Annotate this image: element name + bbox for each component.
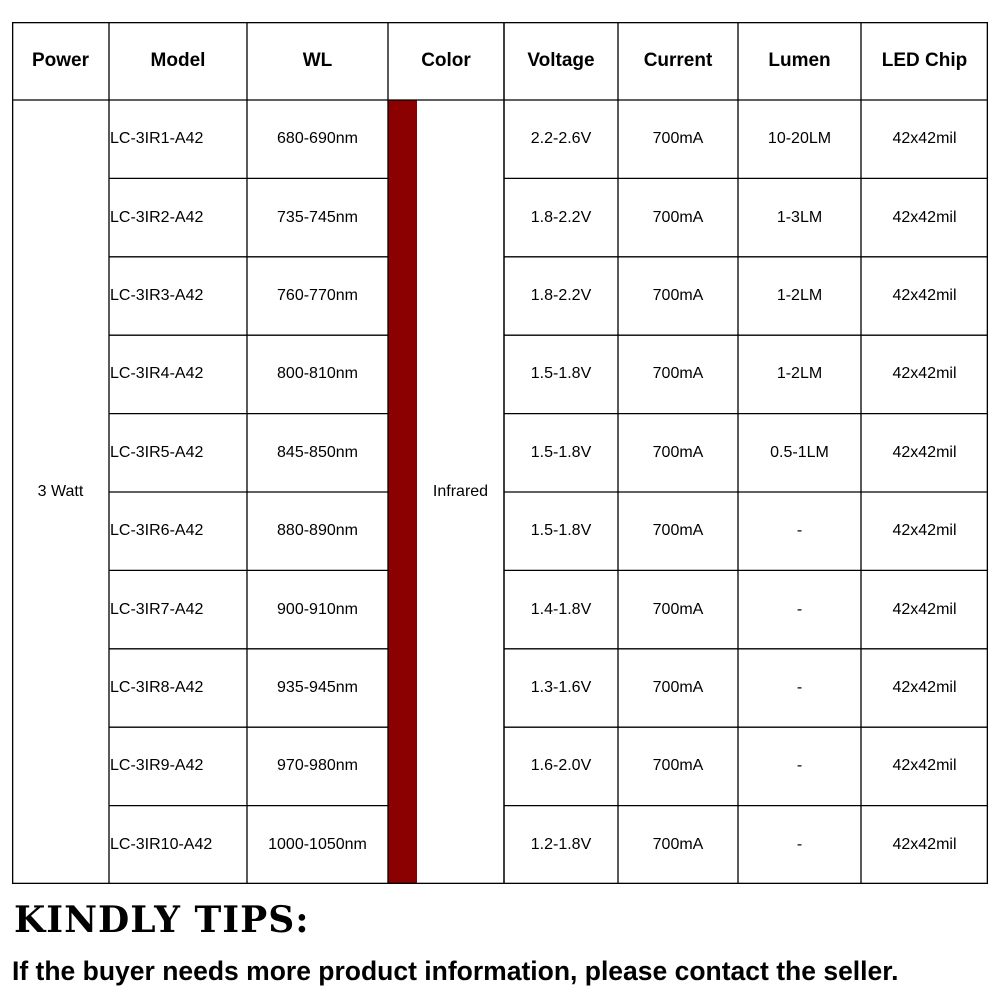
led-chip-cell: 42x42mil [892, 365, 957, 383]
voltage-cell: 1.3-1.6V [530, 678, 592, 696]
led-chip-cell: 42x42mil [892, 443, 957, 461]
model-cell: LC-3IR5-A42 [110, 443, 204, 461]
wavelength-cell: 970-980nm [277, 757, 358, 775]
current-cell: 700mA [652, 678, 704, 696]
header-color: Color [421, 50, 471, 71]
wavelength-cell: 935-945nm [277, 678, 358, 696]
spec-table [12, 22, 988, 884]
lumen-cell: - [796, 522, 803, 540]
voltage-cell: 1.2-1.8V [530, 835, 592, 853]
led-chip-cell: 42x42mil [892, 208, 957, 226]
led-chip-cell: 42x42mil [892, 286, 957, 304]
model-cell: LC-3IR10-A42 [110, 835, 213, 853]
wavelength-cell: 880-890nm [277, 522, 358, 540]
current-cell: 700mA [652, 443, 704, 461]
header-led-chip: LED Chip [881, 50, 968, 71]
voltage-cell: 1.6-2.0V [530, 757, 592, 775]
header-current: Current [643, 50, 713, 71]
wavelength-cell: 1000-1050nm [268, 835, 367, 853]
model-cell: LC-3IR8-A42 [110, 678, 204, 696]
lumen-cell: - [796, 600, 803, 618]
wavelength-cell: 800-810nm [277, 365, 358, 383]
voltage-cell: 1.8-2.2V [530, 286, 592, 304]
voltage-cell: 1.5-1.8V [530, 365, 592, 383]
led-chip-cell: 42x42mil [892, 678, 957, 696]
current-cell: 700mA [652, 130, 704, 148]
lumen-cell: 0.5-1LM [770, 443, 829, 461]
wavelength-cell: 760-770nm [277, 286, 358, 304]
model-cell: LC-3IR1-A42 [110, 130, 204, 148]
infrared-color-swatch [388, 100, 417, 884]
lumen-cell: - [796, 678, 803, 696]
led-chip-cell: 42x42mil [892, 757, 957, 775]
voltage-cell: 1.4-1.8V [530, 600, 592, 618]
current-cell: 700mA [652, 600, 704, 618]
model-cell: LC-3IR2-A42 [110, 208, 204, 226]
tips-text: If the buyer needs more product information, please contact the seller. [12, 956, 899, 986]
led-chip-cell: 42x42mil [892, 130, 957, 148]
wavelength-cell: 900-910nm [277, 600, 358, 618]
current-cell: 700mA [652, 208, 704, 226]
voltage-cell: 1.5-1.8V [530, 522, 592, 540]
current-cell: 700mA [652, 835, 704, 853]
lumen-cell: - [796, 835, 803, 853]
voltage-cell: 2.2-2.6V [530, 130, 592, 148]
led-chip-cell: 42x42mil [892, 522, 957, 540]
tips-title: KINDLY TIPS: [14, 899, 310, 941]
model-cell: LC-3IR4-A42 [110, 365, 204, 383]
current-cell: 700mA [652, 286, 704, 304]
header-model: Model [150, 50, 206, 71]
current-cell: 700mA [652, 522, 704, 540]
model-cell: LC-3IR7-A42 [110, 600, 204, 618]
wavelength-cell: 735-745nm [277, 208, 358, 226]
lumen-cell: 1-3LM [776, 208, 823, 226]
current-cell: 700mA [652, 757, 704, 775]
lumen-cell: 10-20LM [767, 130, 832, 148]
header-power: Power [31, 50, 90, 71]
current-cell: 700mA [652, 365, 704, 383]
model-cell: LC-3IR6-A42 [110, 522, 204, 540]
color-label-cell: Infrared [432, 483, 489, 500]
model-cell: LC-3IR3-A42 [110, 286, 204, 304]
header-voltage: Voltage [527, 50, 595, 71]
header-wl: WL [302, 50, 333, 71]
model-cell: LC-3IR9-A42 [110, 757, 204, 775]
lumen-cell: 1-2LM [776, 286, 823, 304]
lumen-cell: - [796, 757, 803, 775]
led-chip-cell: 42x42mil [892, 835, 957, 853]
header-lumen: Lumen [768, 50, 831, 71]
wavelength-cell: 680-690nm [277, 130, 358, 148]
voltage-cell: 1.5-1.8V [530, 443, 592, 461]
led-chip-cell: 42x42mil [892, 600, 957, 618]
power-cell: 3 Watt [37, 483, 84, 500]
voltage-cell: 1.8-2.2V [530, 208, 592, 226]
wavelength-cell: 845-850nm [277, 443, 358, 461]
lumen-cell: 1-2LM [776, 365, 823, 383]
